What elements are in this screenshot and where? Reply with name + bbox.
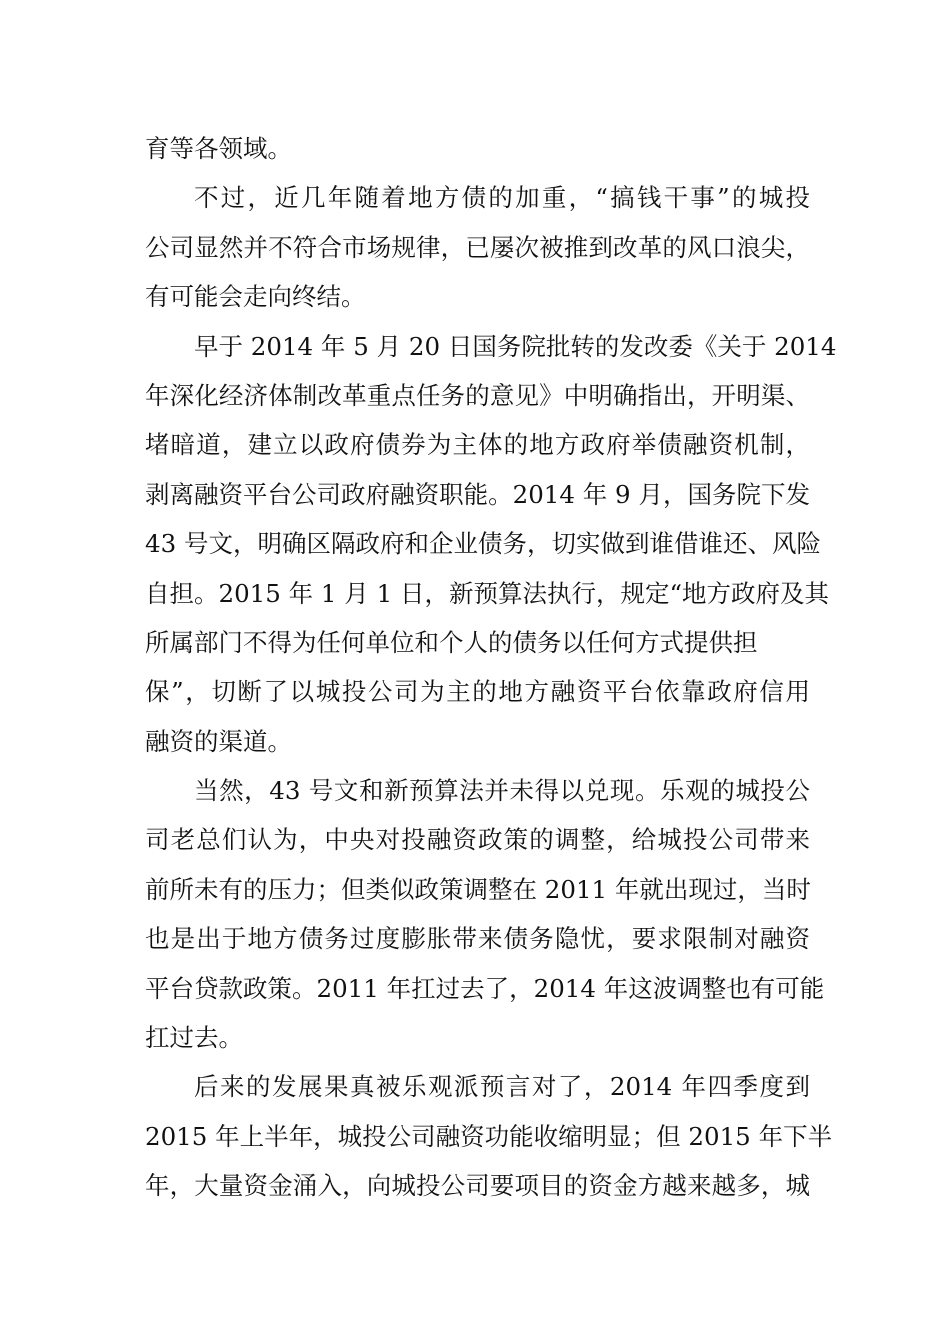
text-line: 43 号文，明确区隔政府和企业债务，切实做到谁借谁还、风险 (145, 529, 821, 559)
text-line: 所属部门不得为任何单位和个人的债务以任何方式提供担 (145, 627, 758, 657)
text-line: 年，大量资金涌入，向城投公司要项目的资金方越来越多，城 (145, 1171, 810, 1201)
text-line: 前所未有的压力；但类似政策调整在 2011 年就出现过，当时 (145, 874, 811, 904)
text-line: 育等各领域。 (145, 134, 292, 163)
text-line: 司老总们认为，中央对投融资政策的调整，给城投公司带来 (145, 825, 810, 855)
text-line: 年深化经济体制改革重点任务的意见》中明确指出，开明渠、 (145, 380, 810, 410)
text-line: 平台贷款政策。2011 年扛过去了，2014 年这波调整也有可能 (145, 973, 825, 1003)
text-line: 剥离融资平台公司政府融资职能。2014 年 9 月，国务院下发 (145, 479, 810, 509)
text-line: 不过，近几年随着地方债的加重，“搞钱干事”的城投 (194, 183, 810, 213)
text-line: 堵暗道，建立以政府债券为主体的地方政府举债融资机制， (145, 430, 810, 460)
text-line: 后来的发展果真被乐观派预言对了，2014 年四季度到 (194, 1072, 810, 1102)
text-line: 早于 2014 年 5 月 20 日国务院批转的发改委《关于 2014 (194, 331, 837, 361)
text-line: 也是出于地方债务过度膨胀带来债务隐忧，要求限制对融资 (145, 924, 810, 954)
document-body (145, 124, 837, 1211)
text-line: 保”，切断了以城投公司为主的地方融资平台依靠政府信用 (145, 677, 810, 707)
text-line: 扛过去。 (145, 1023, 243, 1053)
text-line: 有可能会走向终结。 (145, 282, 366, 312)
text-line: 当然，43 号文和新预算法并未得以兑现。乐观的城投公 (194, 776, 810, 806)
text-line: 自担。2015 年 1 月 1 日，新预算法执行，规定“地方政府及其 (145, 578, 829, 608)
text-line: 融资的渠道。 (145, 726, 292, 756)
text-line: 2015 年上半年，城投公司融资功能收缩明显；但 2015 年下半 (145, 1121, 833, 1151)
text-line: 公司显然并不符合市场规律，已屡次被推到改革的风口浪尖， (145, 232, 810, 262)
